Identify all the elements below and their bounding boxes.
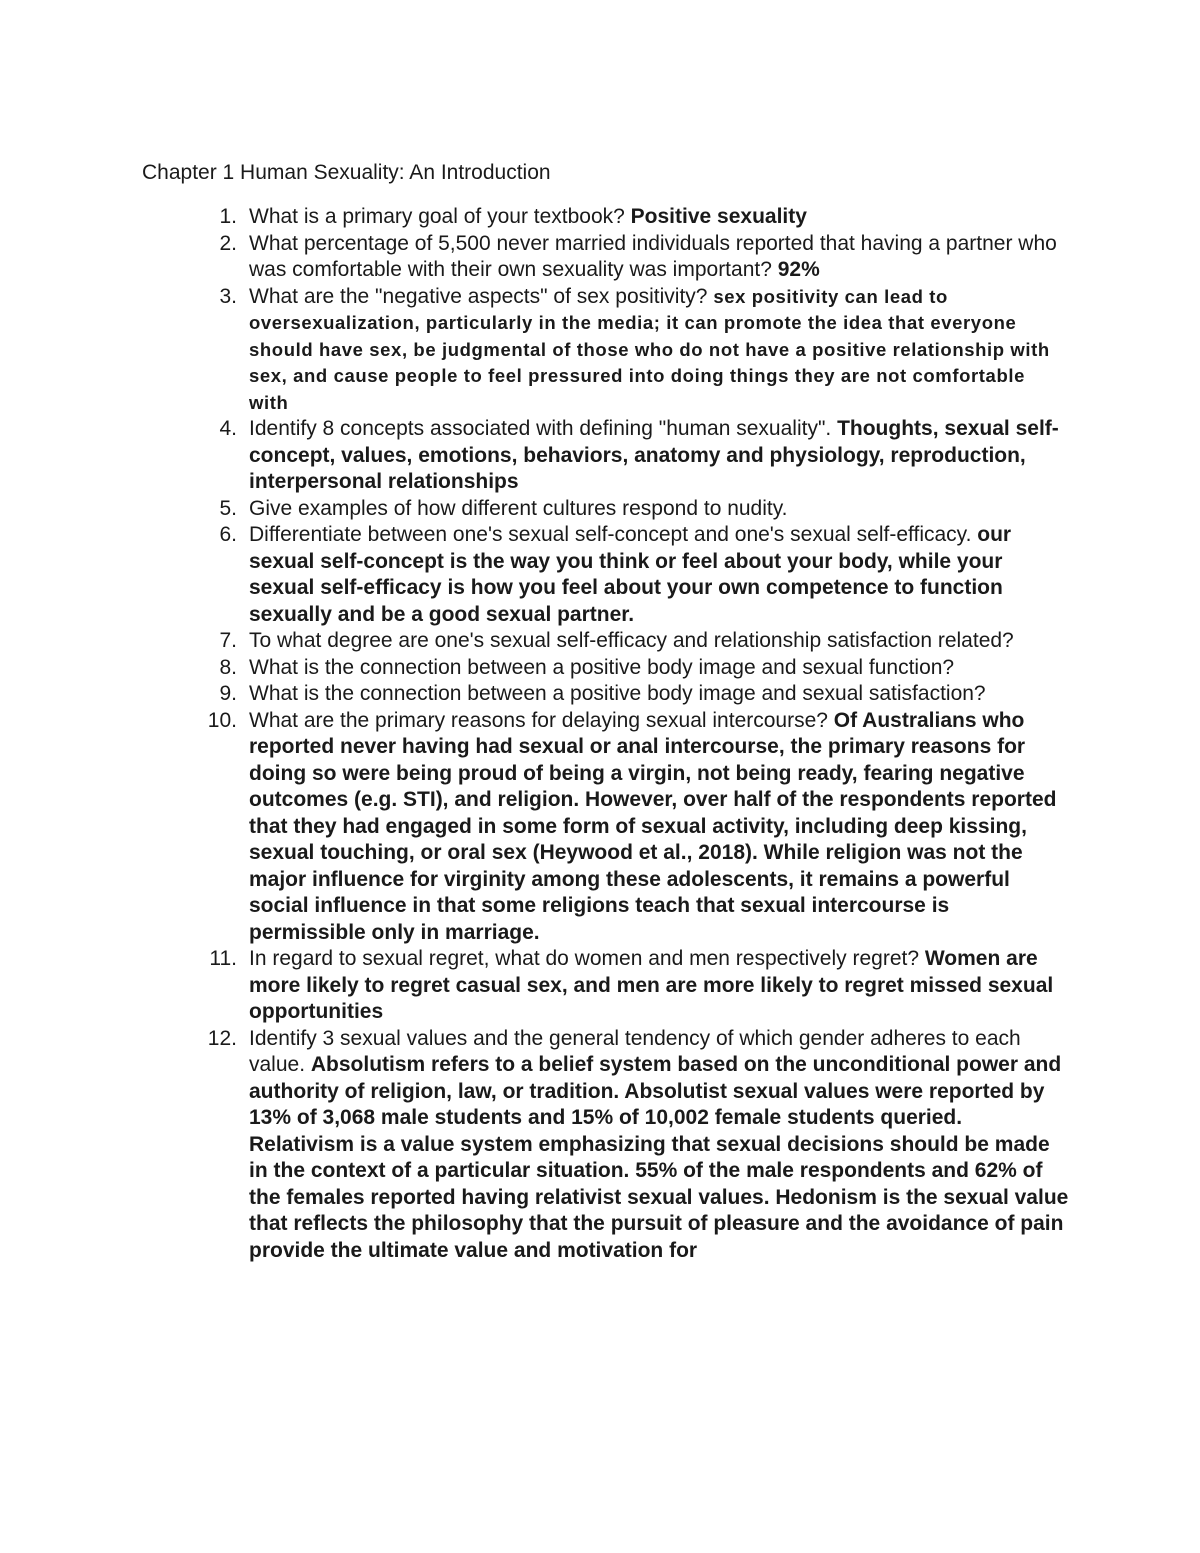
question-number: 5. xyxy=(219,496,237,520)
question-text: In regard to sexual regret, what do women and men respectively regret? xyxy=(249,947,925,970)
question-number: 3. xyxy=(219,284,237,308)
question-number: 12. xyxy=(207,1026,237,1050)
question-number: 9. xyxy=(219,682,237,705)
question-item-4 xyxy=(0,416,1200,496)
question-text: What percentage of 5,500 never married individuals reported that having a partner who was comfortable with their own sexuality was important? xyxy=(249,231,1057,281)
answer-text: sex positivity can lead to oversexualization, particularly in the media; it can promote the idea that everyone should have sex, be judgmental of those who do not have a positive relationship with sex, and cause people to feel pressured into doing things they are not comfortable with xyxy=(249,285,1050,413)
question-item-7 xyxy=(0,628,1200,655)
answer-text: 92% xyxy=(777,258,820,281)
question-item-2 xyxy=(0,231,1200,284)
question-item-10 xyxy=(0,708,1200,947)
question-item-11 xyxy=(0,946,1200,1026)
question-list xyxy=(0,204,1200,1264)
question-text: Identify 8 concepts associated with defining "human sexuality". xyxy=(249,417,838,440)
question-number: 11. xyxy=(209,947,237,970)
question-item-8 xyxy=(0,655,1200,682)
answer-text: Absolutism refers to a belief system based on the unconditional power and authority of religion, law, or tradition. Absolutist sexual values were reported by 13% of 3,068 male students and 15% of 10,002 female students queried. Relativism is a value system emphasizing that sexual decisions should be made in the context of a particular situation. 55% of the male respondents and 62% of the females reported having relativist sexual values. Hedonism is the sexual value that reflects the philosophy that the pursuit of pleasure and the avoidance of pain provide the ultimate value and motivation for xyxy=(249,1053,1069,1262)
question-number: 4. xyxy=(219,417,237,440)
question-item-1 xyxy=(0,204,1200,231)
question-text: What are the "negative aspects" of sex positivity? xyxy=(249,284,714,308)
question-text: What is the connection between a positive body image and sexual function? xyxy=(249,655,955,679)
question-text: What is the connection between a positive body image and sexual satisfaction? xyxy=(249,682,986,705)
answer-text: Positive sexuality xyxy=(630,205,807,228)
question-text: What are the primary reasons for delaying sexual intercourse? xyxy=(249,708,834,732)
question-item-5 xyxy=(0,496,1200,523)
question-item-3 xyxy=(0,284,1200,417)
page-title: Chapter 1 Human Sexuality: An Introduction xyxy=(142,161,551,184)
question-number: 8. xyxy=(219,655,237,679)
question-item-12 xyxy=(0,1026,1200,1265)
question-item-9 xyxy=(0,681,1200,708)
question-text: To what degree are one's sexual self-efficacy and relationship satisfaction related? xyxy=(249,629,1014,652)
answer-text: Women are more likely to regret casual sex, and men are more likely to regret missed sexual opportunities xyxy=(249,947,1054,1023)
question-text: Differentiate between one's sexual self-concept and one's sexual self-efficacy. xyxy=(249,523,978,546)
answer-text: Of Australians who reported never having had sexual or anal intercourse, the primary reasons for doing so were being proud of being a virgin, not being ready, fearing negative outcomes (e.g. STI), and religion. However, over half of the respondents reported that they had engaged in some form of sexual activity, including deep kissing, sexual touching, or oral sex (Heywood et al., 2018). While religion was not the major influence for virginity among these adolescents, it remains a powerful social influence in that some religions teach that sexual intercourse is permissible only in marriage. xyxy=(249,708,1057,944)
answer-text: our sexual self-concept is the way you think or feel about your body, while your sexual self-efficacy is how you feel about your own competence to function sexually and be a good sexual partner. xyxy=(249,523,1012,626)
question-text: Identify 3 sexual values and the general tendency of which gender adheres to each value. xyxy=(249,1026,1021,1076)
answer-text: Thoughts, sexual self-concept, values, emotions, behaviors, anatomy and physiology, reproduction, interpersonal relationships xyxy=(249,417,1059,493)
question-text: Give examples of how different cultures respond to nudity. xyxy=(249,496,788,520)
question-number: 1. xyxy=(219,205,237,228)
question-number: 6. xyxy=(219,523,237,546)
question-number: 2. xyxy=(219,231,237,255)
question-item-6 xyxy=(0,522,1200,628)
question-number: 7. xyxy=(219,629,237,652)
question-text: What is a primary goal of your textbook? xyxy=(249,205,631,228)
question-number: 10. xyxy=(207,708,237,732)
